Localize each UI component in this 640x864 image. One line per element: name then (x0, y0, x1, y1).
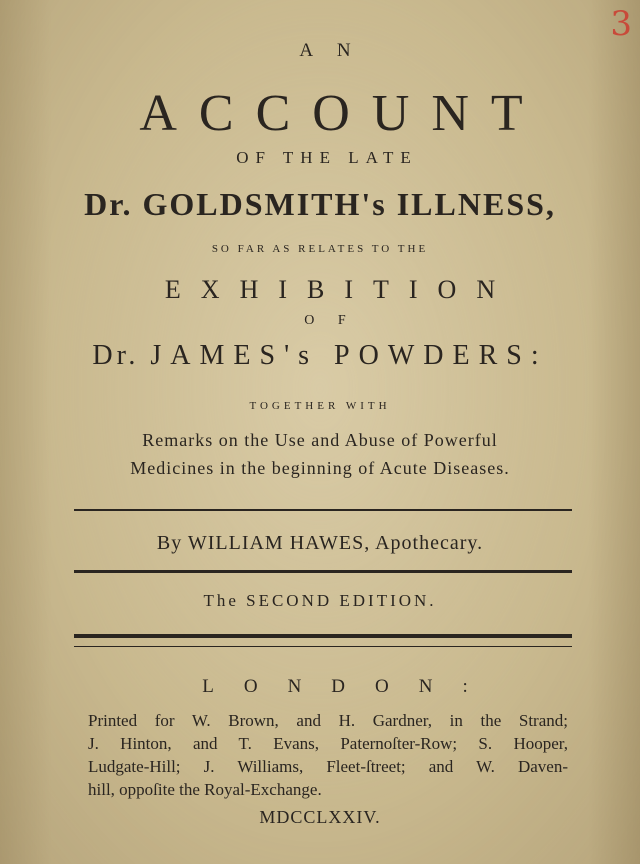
title-main: ACCOUNT (139, 85, 545, 142)
title-together-with: TOGETHER WITH (249, 400, 391, 412)
edition-line: The SECOND EDITION. (203, 591, 437, 610)
imprint-line: Ludgate-Hill; J. Williams, Fleet-ſtreet; and W. Daven- (88, 757, 568, 776)
divider-rule (74, 509, 572, 511)
imprint-city: LONDON: (202, 676, 498, 697)
page-number: 3 (610, 4, 632, 44)
title-remarks-line2: Medicines in the beginning of Acute Diseases. (130, 458, 510, 478)
title-remarks-line1: Remarks on the Use and Abuse of Powerful (142, 430, 498, 450)
divider-rule (74, 646, 572, 647)
divider-rule (74, 634, 572, 638)
title-of: O F (304, 313, 356, 328)
imprint-year: MDCCLXXIV. (259, 807, 381, 827)
author-line: By WILLIAM HAWES, Apothecary. (156, 532, 484, 554)
title-so-far: SO FAR AS RELATES TO THE (211, 243, 429, 255)
title-of-the-late: OF THE LATE (236, 148, 418, 167)
title-james-prefix: Dr. (92, 340, 140, 371)
imprint-line: Printed for W. Brown, and H. Gardner, in the Strand; (88, 711, 568, 730)
title-james-powders (0, 340, 640, 372)
title-james-text: JAMES's POWDERS: (150, 340, 548, 371)
imprint-line: J. Hinton, and T. Evans, Paternoſter-Row; S. Hooper, (88, 734, 568, 753)
imprint-line: hill, oppoſite the Royal-Exchange. (88, 780, 322, 799)
title-exhibition: EXHIBITION (164, 275, 516, 304)
title-article: A N (299, 40, 361, 61)
divider-rule (74, 570, 572, 573)
title-goldsmith: Dr. GOLDSMITH's ILLNESS, (84, 186, 556, 222)
